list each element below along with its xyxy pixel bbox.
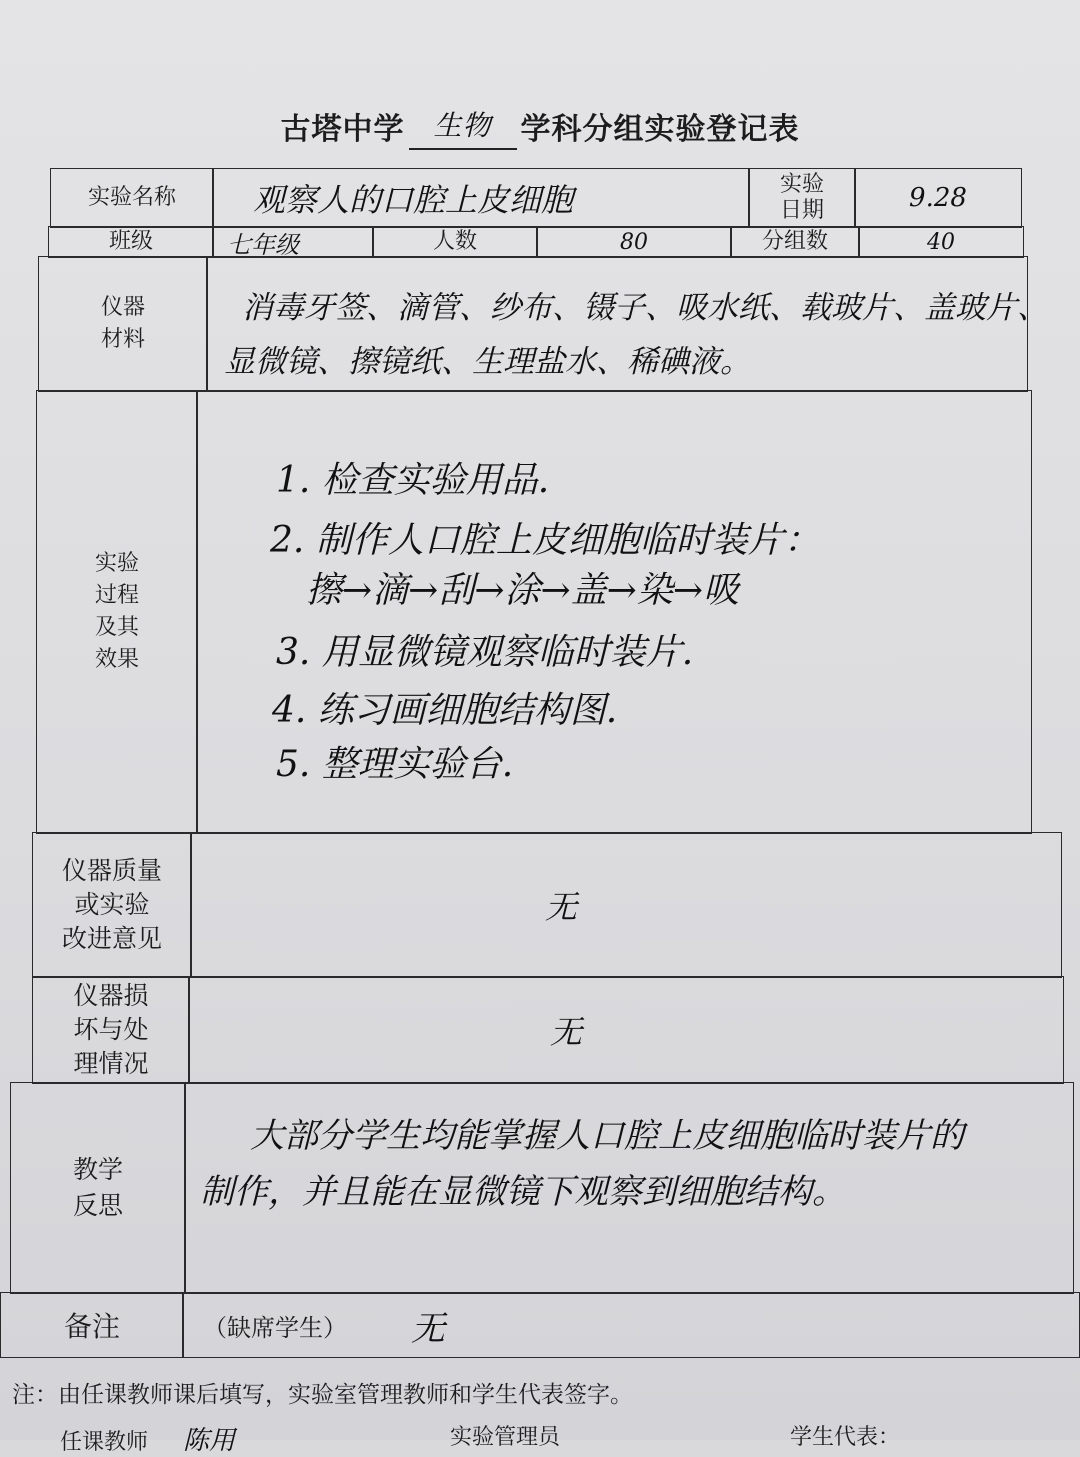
process-label-2: 过程 [94,583,139,608]
teacher-name: 陈用 [183,1426,236,1456]
groups-value: 40 [927,229,955,255]
count-value: 80 [620,229,648,255]
date-label-line1: 实验 [779,172,824,197]
damage-value: 无 [549,1013,582,1051]
materials-label-line2: 材料 [100,327,145,352]
count-label-cell [372,226,538,258]
name-label-cell [50,168,214,228]
count-value-cell [536,226,732,258]
subject-blank [409,108,517,150]
process-step-3: 3. 用显微镜观察临时装片. [276,632,694,673]
process-step-4: 4. 练习画细胞结构图. [272,690,618,731]
damage-label-cell [32,976,190,1084]
quality-label-3: 改进意见 [61,924,162,953]
footer-note: 注：由任课教师课后填写，实验室管理教师和学生代表签字。 [12,1382,633,1408]
process-label-4: 效果 [94,647,139,672]
materials-line-2: 显微镜、擦镜纸、生理盐水、稀碘液。 [224,344,751,380]
title-prefix: 古塔中学 [280,112,405,147]
teacher-label: 任课教师 [60,1430,149,1455]
quality-value: 无 [544,888,577,926]
groups-label-cell [730,226,860,258]
name-label: 实验名称 [87,185,176,210]
count-label: 人数 [432,229,477,254]
title-suffix: 学科分组实验登记表 [520,112,800,147]
process-step-2-sequence: 擦→滴→刮→涂→盖→染→吸 [306,570,739,611]
student-rep-signature [790,1420,900,1451]
groups-label: 分组数 [761,229,828,254]
lab-admin-label: 实验管理员 [450,1425,561,1450]
process-step-2: 2. 制作人口腔上皮细胞临时装片： [270,520,820,561]
damage-label-3: 理情况 [73,1049,149,1078]
damage-value-cell [188,976,1064,1084]
materials-label-line1: 仪器 [100,295,145,320]
process-label-1: 实验 [94,551,139,576]
form-title [0,104,1080,150]
date-label-line2: 日期 [779,198,824,223]
name-value-cell [212,168,750,228]
class-label-cell [48,226,214,258]
reflection-line-1: 大部分学生均能掌握人口腔上皮细胞临时装片的 [250,1116,964,1156]
experiment-name: 观察人的口腔上皮细胞 [253,181,574,219]
reflection-line-2: 制作，并且能在显微镜下观察到细胞结构。 [200,1172,846,1212]
absent-value: 无 [411,1308,445,1349]
student-rep-label: 学生代表： [790,1425,901,1450]
subject-value: 生物 [433,109,492,142]
process-label-3: 及其 [94,615,139,640]
groups-value-cell [858,226,1024,258]
class-value: 七年级 [227,230,299,259]
materials-line-1: 消毒牙签、滴管、纱布、镊子、吸水纸、载玻片、盖玻片、 [242,290,1048,326]
remarks-value-cell [182,1292,1080,1358]
process-step-1: 1. 检查实验用品. [276,460,550,501]
quality-value-cell [190,832,1062,978]
quality-label-2: 或实验 [74,890,150,919]
quality-label-cell [32,832,192,978]
class-label: 班级 [108,229,153,254]
process-label-cell [36,390,198,834]
quality-label-1: 仪器质量 [61,856,162,885]
lab-admin-signature [450,1420,560,1451]
remarks-label-cell [0,1292,184,1358]
teacher-signature [60,1420,235,1457]
class-value-cell [212,226,374,258]
damage-label-2: 坏与处 [73,1015,149,1044]
remarks-label: 备注 [63,1310,120,1343]
process-step-5: 5. 整理实验台. [276,744,514,785]
reflection-label-2: 反思 [72,1191,123,1220]
date-value-cell [854,168,1022,228]
materials-label-cell [38,256,208,392]
date-label-cell [748,168,856,228]
reflection-label-1: 教学 [72,1155,123,1184]
reflection-label-cell [10,1082,186,1294]
absent-label: （缺席学生） [203,1313,347,1342]
damage-label-1: 仪器损 [73,981,149,1010]
experiment-date: 9.28 [909,183,967,213]
